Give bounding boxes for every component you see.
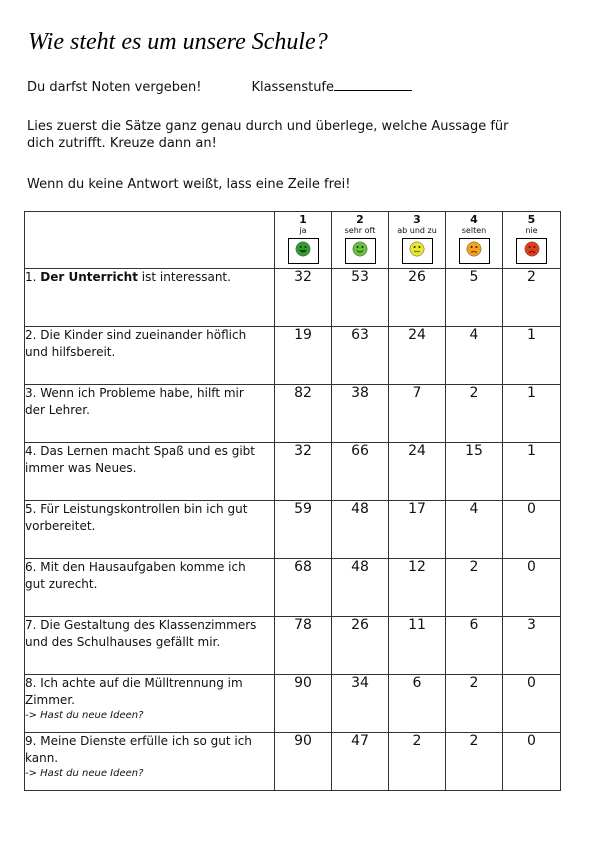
answer-count-cell[interactable]: 15: [446, 443, 503, 501]
class-blank-line[interactable]: [334, 78, 412, 91]
statement-cell: [25, 443, 275, 501]
statement-line-1: [25, 385, 274, 402]
statement-number: 3.: [25, 386, 41, 400]
header-col-5: [503, 212, 561, 269]
statement-line-1: [25, 501, 274, 518]
answer-count-cell[interactable]: 7: [389, 385, 446, 443]
answer-count-cell[interactable]: 32: [275, 443, 332, 501]
answer-count-cell[interactable]: 90: [275, 733, 332, 791]
statement-hint: -> Hast du neue Ideen?: [25, 710, 144, 721]
statement-text: ist interessant.: [137, 270, 231, 284]
answer-count-cell[interactable]: 24: [389, 443, 446, 501]
answer-count-cell[interactable]: 2: [446, 675, 503, 733]
statement-line-2: gut zurecht.: [25, 577, 98, 591]
answer-count-cell[interactable]: 2: [503, 269, 561, 327]
col-label: ab und zu: [397, 226, 437, 235]
smiley-sad-icon: [524, 241, 540, 261]
col-number: 1: [299, 213, 307, 226]
statement-text: Für Leistungskontrollen bin ich gut: [40, 502, 248, 516]
statement-line-1: [25, 675, 274, 692]
grade-prompt: Du darfst Noten vergeben!: [27, 80, 202, 95]
grade-line: [27, 78, 412, 95]
col-label: selten: [461, 226, 487, 235]
table-row: [25, 327, 561, 385]
statement-number: 5.: [25, 502, 41, 516]
smiley-box: [288, 238, 319, 264]
answer-count-cell[interactable]: 0: [503, 501, 561, 559]
statement-line-2: kann.: [25, 751, 59, 765]
statement-line-1: [25, 327, 274, 344]
col-number: 2: [356, 213, 364, 226]
statement-line-2: und hilfsbereit.: [25, 345, 116, 359]
answer-count-cell[interactable]: 1: [503, 327, 561, 385]
smiley-box: [402, 238, 433, 264]
answer-count-cell[interactable]: 17: [389, 501, 446, 559]
statement-line-1: [25, 443, 274, 460]
smiley-very-happy-icon: [295, 241, 311, 261]
col-label: sehr oft: [344, 226, 376, 235]
header-col-1: [275, 212, 332, 269]
table-row: [25, 385, 561, 443]
answer-count-cell[interactable]: 24: [389, 327, 446, 385]
survey-table: [24, 211, 561, 791]
answer-count-cell[interactable]: 48: [332, 501, 389, 559]
table-row: [25, 269, 561, 327]
answer-count-cell[interactable]: 90: [275, 675, 332, 733]
answer-count-cell[interactable]: 68: [275, 559, 332, 617]
answer-count-cell[interactable]: 6: [446, 617, 503, 675]
statement-text: Die Gestaltung des Klassenzimmers: [40, 618, 257, 632]
statement-line-2: und des Schulhauses gefällt mir.: [25, 635, 221, 649]
answer-count-cell[interactable]: 4: [446, 501, 503, 559]
instruction-line-2: dich zutrifft. Kreuze dann an!: [27, 136, 217, 151]
col-number: 5: [527, 213, 536, 226]
instruction-line-3: Wenn du keine Antwort weißt, lass eine Zeile frei!: [27, 177, 351, 192]
instruction-line-1: Lies zuerst die Sätze ganz genau durch und überlege, welche Aussage für: [27, 119, 509, 134]
answer-count-cell[interactable]: 0: [503, 675, 561, 733]
col-number: 3: [413, 213, 421, 226]
answer-count-cell[interactable]: 53: [332, 269, 389, 327]
statement-cell: [25, 327, 275, 385]
page-title: Wie steht es um unsere Schule?: [28, 29, 328, 55]
statement-number: 7.: [25, 618, 41, 632]
header-col-2: [332, 212, 389, 269]
answer-count-cell[interactable]: 34: [332, 675, 389, 733]
statement-line-1: [25, 617, 274, 634]
table-row: [25, 733, 561, 791]
statement-cell: [25, 385, 275, 443]
statement-number: 9.: [25, 734, 41, 748]
answer-count-cell[interactable]: 2: [446, 559, 503, 617]
table-row: [25, 559, 561, 617]
statement-number: 8.: [25, 676, 41, 690]
answer-count-cell[interactable]: 32: [275, 269, 332, 327]
answer-count-cell[interactable]: 63: [332, 327, 389, 385]
statement-line-1: [25, 269, 274, 286]
statement-number: 4.: [25, 444, 41, 458]
statement-hint: -> Hast du neue Ideen?: [25, 768, 144, 779]
answer-count-cell[interactable]: 2: [446, 385, 503, 443]
statement-number: 1.: [25, 270, 41, 284]
answer-count-cell[interactable]: 12: [389, 559, 446, 617]
statement-line-2: vorbereitet.: [25, 519, 96, 533]
smiley-box: [459, 238, 490, 264]
smiley-box: [516, 238, 547, 264]
statement-cell: [25, 617, 275, 675]
table-row: [25, 617, 561, 675]
statement-cell: [25, 559, 275, 617]
answer-count-cell[interactable]: 82: [275, 385, 332, 443]
statement-text: Mit den Hausaufgaben komme ich: [40, 560, 246, 574]
statement-line-1: [25, 733, 274, 750]
answer-count-cell[interactable]: 66: [332, 443, 389, 501]
statement-number: 6.: [25, 560, 41, 574]
answer-count-cell[interactable]: 0: [503, 733, 561, 791]
answer-count-cell[interactable]: 2: [446, 733, 503, 791]
statement-text: Meine Dienste erfülle ich so gut ich: [40, 734, 252, 748]
answer-count-cell[interactable]: 11: [389, 617, 446, 675]
answer-count-cell[interactable]: 6: [389, 675, 446, 733]
statement-bold: Der Unterricht: [40, 270, 138, 284]
class-label: Klassenstufe: [251, 80, 335, 95]
statement-cell: [25, 733, 275, 791]
header-col-3: [389, 212, 446, 269]
smiley-unhappy-icon: [466, 241, 482, 261]
statement-cell: [25, 675, 275, 733]
statement-line-2: Zimmer.: [25, 693, 75, 707]
header-col-4: [446, 212, 503, 269]
statement-number: 2.: [25, 328, 41, 342]
statement-text: Ich achte auf die Mülltrennung im: [40, 676, 243, 690]
statement-text: Die Kinder sind zueinander höflich: [40, 328, 247, 342]
statement-line-2: der Lehrer.: [25, 403, 90, 417]
answer-count-cell[interactable]: 59: [275, 501, 332, 559]
table-row: [25, 675, 561, 733]
table-row: [25, 501, 561, 559]
smiley-happy-icon: [352, 241, 368, 261]
answer-count-cell[interactable]: 2: [389, 733, 446, 791]
statement-line-1: [25, 559, 274, 576]
answer-count-cell[interactable]: 26: [389, 269, 446, 327]
answer-count-cell[interactable]: 4: [446, 327, 503, 385]
answer-count-cell[interactable]: 5: [446, 269, 503, 327]
header-blank-cell: [25, 212, 275, 269]
answer-count-cell[interactable]: 19: [275, 327, 332, 385]
statement-cell: [25, 269, 275, 327]
answer-count-cell[interactable]: 1: [503, 443, 561, 501]
answer-count-cell[interactable]: 48: [332, 559, 389, 617]
answer-count-cell[interactable]: 1: [503, 385, 561, 443]
smiley-neutral-icon: [409, 241, 425, 261]
header-row: [25, 212, 561, 269]
answer-count-cell[interactable]: 38: [332, 385, 389, 443]
answer-count-cell[interactable]: 0: [503, 559, 561, 617]
col-label: nie: [525, 226, 538, 235]
smiley-box: [345, 238, 376, 264]
statement-cell: [25, 501, 275, 559]
answer-count-cell[interactable]: 78: [275, 617, 332, 675]
statement-text: Wenn ich Probleme habe, hilft mir: [40, 386, 244, 400]
statement-line-2: immer was Neues.: [25, 461, 137, 475]
table-row: [25, 443, 561, 501]
statement-text: Das Lernen macht Spaß und es gibt: [40, 444, 256, 458]
col-label: ja: [299, 226, 307, 235]
answer-count-cell[interactable]: 26: [332, 617, 389, 675]
answer-count-cell[interactable]: 47: [332, 733, 389, 791]
answer-count-cell[interactable]: 3: [503, 617, 561, 675]
col-number: 4: [470, 213, 478, 226]
